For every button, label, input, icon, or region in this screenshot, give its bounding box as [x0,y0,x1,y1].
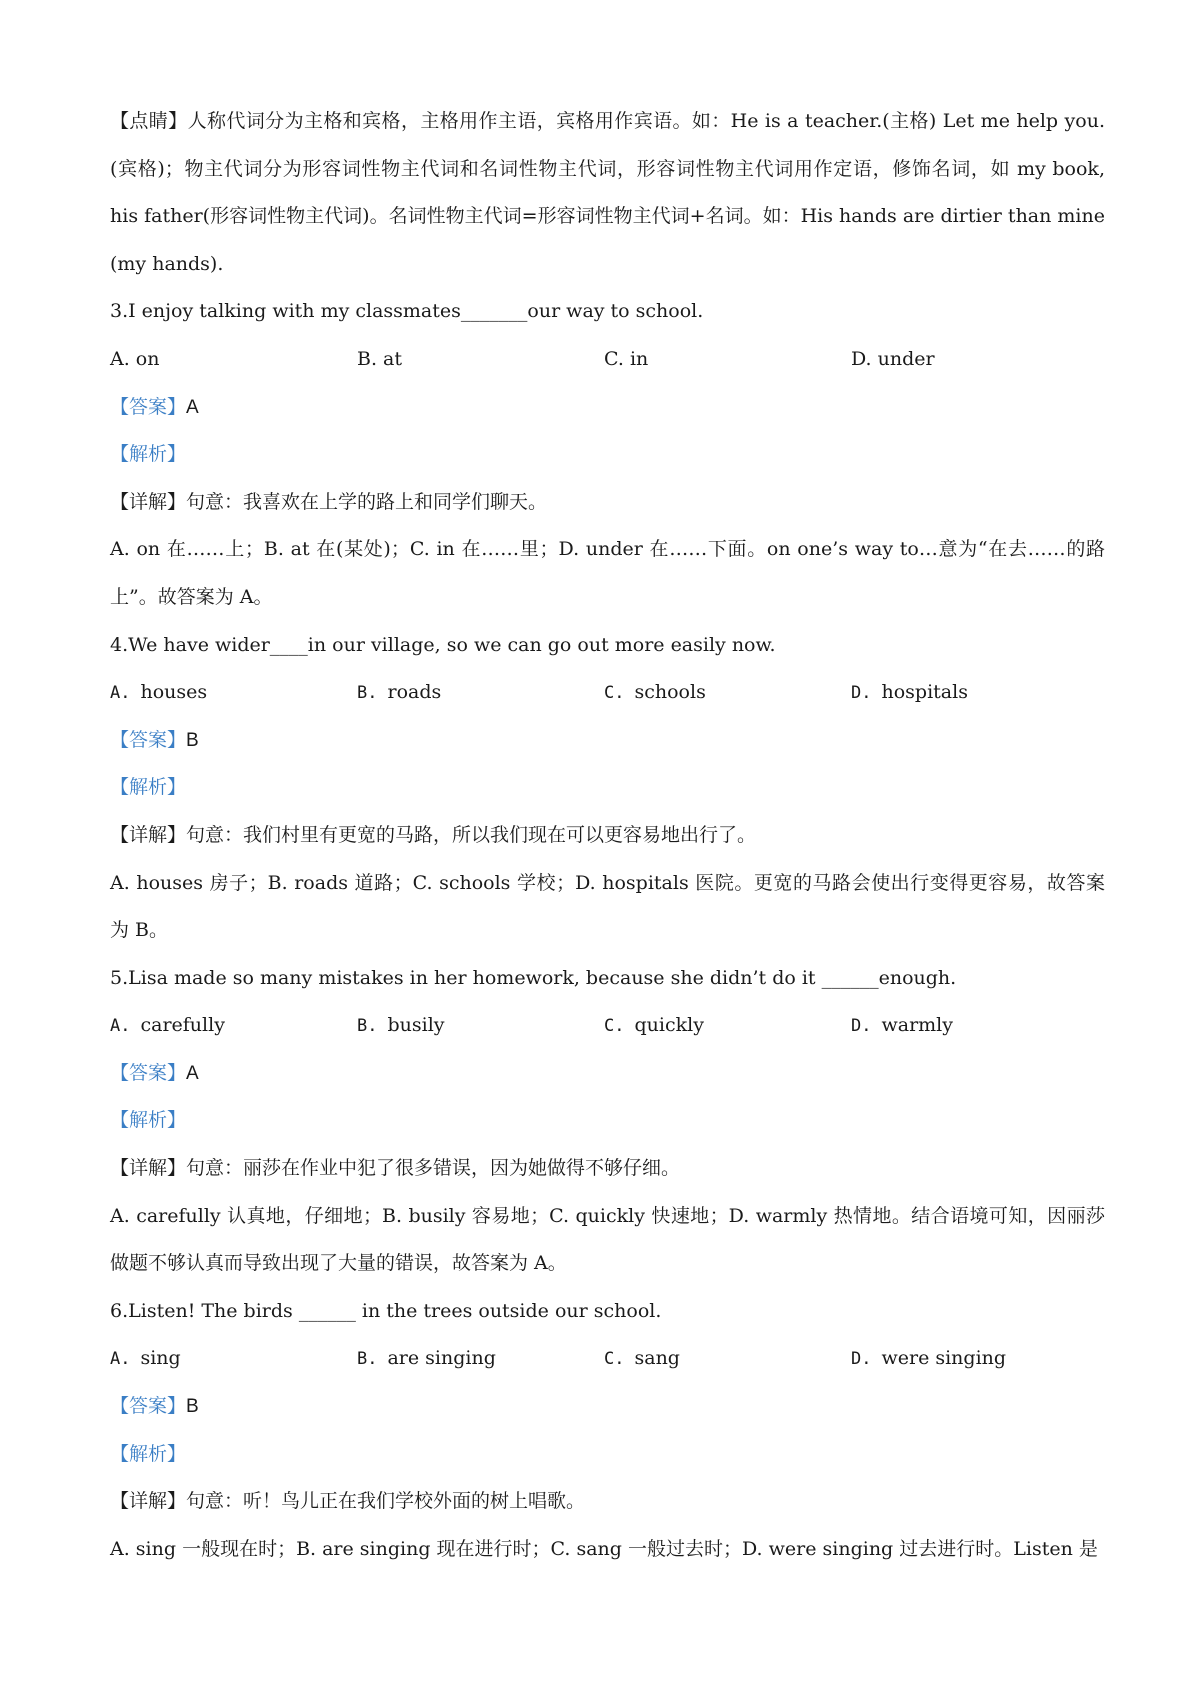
question-3-option-c: C. in [604,347,649,370]
question-6-analysis [110,1431,1105,1479]
answer-tag: 【答案】 [110,395,187,418]
option-text: hospitals [881,681,968,704]
detail-tag: 【详解】 [110,1157,187,1180]
question-3-option-b: B. at [357,347,403,370]
question-5-explanation: A. carefully 认真地，仔细地；B. busily 容易地；C. quickly 快速地；D. warmly 热情地。结合语境可知，因丽莎做题不够认真而导致出现了大量的错误，故答案为 A。 [110,1204,1105,1275]
question-5-analysis [110,1097,1105,1145]
dianjing-tag: 【点睛】 [110,110,188,132]
question-6-options [110,1335,1105,1383]
analysis-tag: 【解析】 [110,1442,187,1465]
question-3-option-d: D. under [851,347,935,370]
answer-value: B [186,1396,199,1418]
question-6-option-a [110,1335,357,1383]
option-letter: B. [357,683,378,704]
option-text: schools [634,681,706,704]
question-4-option-a [110,669,357,717]
answer-tag: 【答案】 [110,1395,187,1418]
analysis-tag: 【解析】 [110,776,187,799]
option-text: busily [387,1014,445,1037]
detail-text: 句意：我们村里有更宽的马路，所以我们现在可以更容易地出行了。 [186,823,757,846]
question-6-option-d [851,1335,1098,1383]
detail-tag: 【详解】 [110,490,187,513]
question-6-explanation: A. sing 一般现在时；B. are singing 现在进行时；C. sang 一般过去时；D. were singing 过去进行时。Listen 是 [110,1537,1098,1560]
option-letter: D. [851,1016,872,1037]
analysis-tag: 【解析】 [110,443,187,466]
option-text: houses [140,681,208,704]
question-4-analysis [110,764,1105,812]
question-5-option-b [357,1002,604,1050]
detail-text: 句意：我喜欢在上学的路上和同学们聊天。 [186,490,548,513]
option-letter: C. [604,683,625,704]
analysis-tag: 【解析】 [110,1109,187,1132]
question-3-stem: 3.I enjoy talking with my classmates_______our way to school. [110,300,704,323]
question-3-detail [110,479,1105,527]
dianjing-paragraph [110,98,1105,288]
question-6-stem: 6.Listen! The birds ______ in the trees outside our school. [110,1299,662,1322]
option-text: were singing [881,1347,1007,1370]
question-5-stem: 5.Lisa made so many mistakes in her homework, because she didn’t do it ______enough. [110,966,957,989]
detail-text: 句意：丽莎在作业中犯了很多错误，因为她做得不够仔细。 [186,1157,681,1180]
dianjing-text: 人称代词分为主格和宾格，主格用作主语，宾格用作宾语。如：He is a teacher.(主格) Let me help you.(宾格)；物主代词分为形容词性物主代词和名词性物主代词，形容词性物主代词用作定语，修饰名词，如 my book, his father(形容词性物主代词)。名词性物主代词=形容词性物主代词+名词。如：His hands are dirtier than mine (my hands). [110,110,1105,275]
question-4-options [110,669,1105,717]
question-4-option-d [851,669,1098,717]
question-5-option-c [604,1002,851,1050]
question-5-answer [110,1050,1105,1098]
question-6-option-b [357,1335,604,1383]
question-6-option-c [604,1335,851,1383]
question-4-answer [110,717,1105,765]
option-text: carefully [140,1014,225,1037]
question-3-options [110,336,1105,384]
answer-value: A [186,396,199,418]
question-5-option-a [110,1002,357,1050]
option-letter: A. [110,1016,131,1037]
question-5-options [110,1002,1105,1050]
detail-tag: 【详解】 [110,823,187,846]
option-text: roads [387,681,442,704]
option-letter: C. [604,1016,625,1037]
question-4-explanation: A. houses 房子；B. roads 道路；C. schools 学校；D. hospitals 医院。更宽的马路会使出行变得更容易，故答案为 B。 [110,871,1105,942]
question-4-detail [110,812,1105,860]
answer-tag: 【答案】 [110,728,187,751]
option-text: warmly [881,1014,953,1037]
option-text: sang [634,1347,680,1370]
question-3-option-a: A. on [110,347,160,370]
question-3-answer [110,384,1105,432]
question-3-explanation: A. on 在……上；B. at 在(某处)；C. in 在……里；D. under 在……下面。on one’s way to…意为“在去……的路上”。故答案为 A。 [110,538,1105,608]
question-5-detail [110,1145,1105,1193]
question-5-option-d [851,1002,1098,1050]
question-4-option-c [604,669,851,717]
answer-tag: 【答案】 [110,1061,187,1084]
option-letter: D. [851,1349,872,1370]
answer-value: A [186,1062,199,1084]
option-letter: C. [604,1349,625,1370]
option-letter: B. [357,1016,378,1037]
question-6-detail [110,1478,1105,1526]
option-letter: A. [110,1349,131,1370]
answer-value: B [186,729,199,751]
option-letter: D. [851,683,872,704]
option-letter: A. [110,683,131,704]
detail-tag: 【详解】 [110,1490,187,1513]
detail-text: 句意：听！鸟儿正在我们学校外面的树上唱歌。 [186,1490,586,1513]
question-3-analysis [110,431,1105,479]
question-6-answer [110,1383,1105,1431]
option-text: sing [140,1347,181,1370]
question-4-option-b [357,669,604,717]
question-4-stem: 4.We have wider____in our village, so we can go out more easily now. [110,633,776,656]
option-text: are singing [387,1347,496,1370]
option-text: quickly [634,1014,704,1037]
option-letter: B. [357,1349,378,1370]
